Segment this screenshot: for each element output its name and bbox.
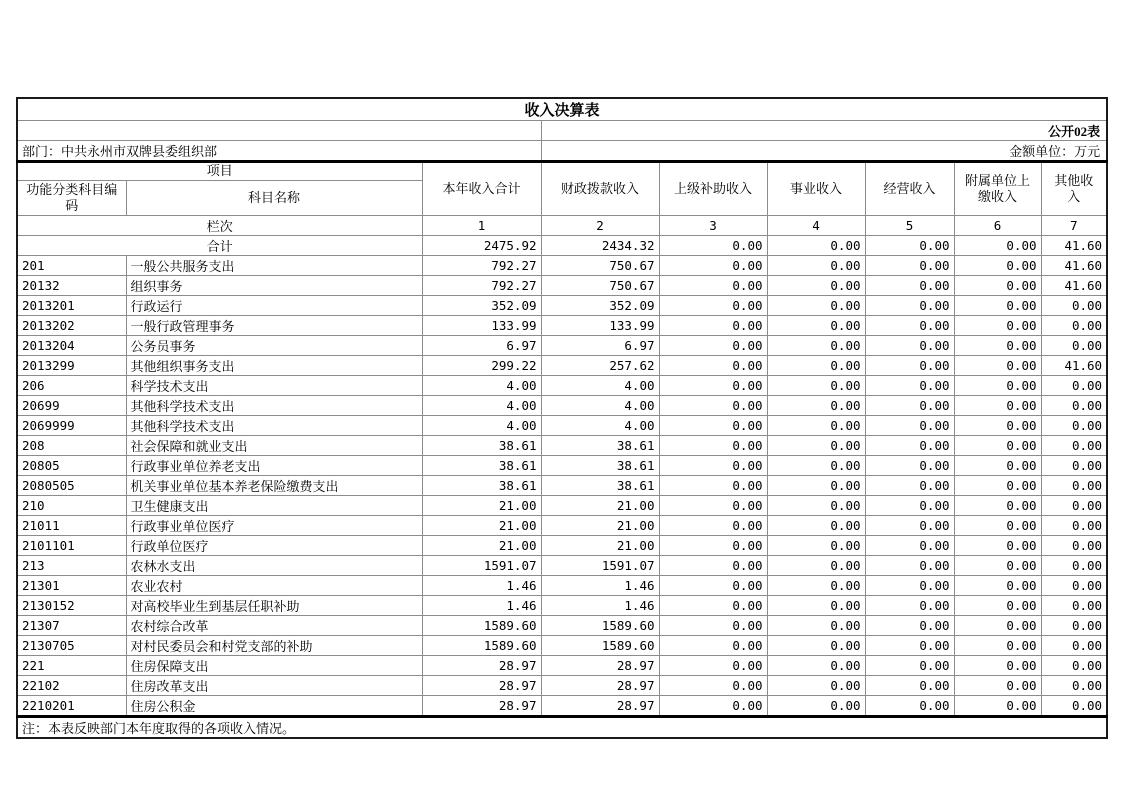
header-row-group (17, 162, 1107, 181)
row-value: 41.60 (1041, 356, 1107, 376)
title-row (17, 98, 1107, 121)
row-value: 1591.07 (541, 556, 659, 576)
row-function-code: 21011 (17, 516, 126, 536)
unit-label: 金额单位：万元 (541, 141, 1107, 162)
row-value: 0.00 (954, 416, 1041, 436)
income-statement-table (16, 97, 1108, 739)
row-function-code: 2013202 (17, 316, 126, 336)
row-value: 0.00 (1041, 456, 1107, 476)
row-value: 0.00 (659, 536, 767, 556)
row-value: 38.61 (541, 456, 659, 476)
table-row (17, 416, 1107, 436)
row-value: 0.00 (659, 496, 767, 516)
row-value: 0.00 (659, 356, 767, 376)
row-value: 257.62 (541, 356, 659, 376)
col-header-total-income: 本年收入合计 (422, 162, 541, 216)
row-subject-name: 对村民委员会和村党支部的补助 (126, 636, 422, 656)
row-value: 38.61 (422, 456, 541, 476)
row-value: 0.00 (659, 616, 767, 636)
lanci-label: 栏次 (17, 216, 422, 236)
row-subject-name: 住房改革支出 (126, 676, 422, 696)
row-value: 1.46 (541, 596, 659, 616)
row-value: 0.00 (767, 496, 865, 516)
table-row (17, 276, 1107, 296)
row-subject-name: 公务员事务 (126, 336, 422, 356)
row-value: 352.09 (422, 296, 541, 316)
row-value: 0.00 (954, 496, 1041, 516)
row-value: 0.00 (865, 356, 954, 376)
row-value: 0.00 (767, 616, 865, 636)
col-header-function-code: 功能分类科目编码 (17, 181, 126, 216)
row-value: 28.97 (422, 696, 541, 717)
row-value: 0.00 (865, 676, 954, 696)
row-value: 0.00 (954, 356, 1041, 376)
row-value: 41.60 (1041, 256, 1107, 276)
row-function-code: 210 (17, 496, 126, 516)
row-value: 0.00 (865, 576, 954, 596)
row-value: 1589.60 (422, 636, 541, 656)
col-header-subordinate-remit: 附属单位上缴收入 (954, 162, 1041, 216)
row-value: 0.00 (865, 496, 954, 516)
row-value: 0.00 (1041, 496, 1107, 516)
total-value: 2475.92 (422, 236, 541, 256)
row-subject-name: 一般公共服务支出 (126, 256, 422, 276)
lanci-number: 1 (422, 216, 541, 236)
row-value: 0.00 (1041, 476, 1107, 496)
row-value: 0.00 (659, 396, 767, 416)
row-value: 0.00 (1041, 436, 1107, 456)
total-value: 0.00 (865, 236, 954, 256)
table-row (17, 336, 1107, 356)
row-value: 0.00 (1041, 416, 1107, 436)
table-row (17, 356, 1107, 376)
row-value: 1589.60 (541, 636, 659, 656)
row-value: 0.00 (865, 556, 954, 576)
row-value: 0.00 (659, 556, 767, 576)
row-subject-name: 组织事务 (126, 276, 422, 296)
row-value: 133.99 (541, 316, 659, 336)
row-value: 0.00 (1041, 676, 1107, 696)
row-value: 21.00 (541, 516, 659, 536)
row-value: 0.00 (767, 336, 865, 356)
row-value: 0.00 (767, 276, 865, 296)
row-value: 0.00 (865, 596, 954, 616)
row-value: 28.97 (541, 656, 659, 676)
row-value: 0.00 (659, 416, 767, 436)
row-value: 0.00 (1041, 296, 1107, 316)
row-function-code: 20805 (17, 456, 126, 476)
col-header-other-income: 其他收入 (1041, 162, 1107, 216)
row-value: 0.00 (767, 436, 865, 456)
row-value: 0.00 (1041, 316, 1107, 336)
row-value: 0.00 (865, 516, 954, 536)
total-value: 0.00 (767, 236, 865, 256)
table-row (17, 656, 1107, 676)
row-value: 4.00 (541, 396, 659, 416)
column-index-row (17, 216, 1107, 236)
row-value: 1589.60 (422, 616, 541, 636)
table-note: 注：本表反映部门本年度取得的各项收入情况。 (17, 717, 1107, 739)
row-value: 6.97 (422, 336, 541, 356)
row-value: 0.00 (767, 396, 865, 416)
row-value: 0.00 (659, 516, 767, 536)
row-value: 0.00 (954, 596, 1041, 616)
table-row (17, 636, 1107, 656)
row-value: 352.09 (541, 296, 659, 316)
table-row (17, 516, 1107, 536)
row-value: 0.00 (865, 256, 954, 276)
row-value: 0.00 (954, 396, 1041, 416)
table-code-label: 公开02表 (541, 121, 1107, 141)
row-value: 38.61 (541, 436, 659, 456)
row-value: 0.00 (865, 276, 954, 296)
col-header-fiscal-appropriation: 财政拨款收入 (541, 162, 659, 216)
row-value: 38.61 (422, 476, 541, 496)
row-value: 0.00 (659, 296, 767, 316)
row-function-code: 2080505 (17, 476, 126, 496)
col-header-operating-income: 经营收入 (865, 162, 954, 216)
row-value: 750.67 (541, 256, 659, 276)
table-row (17, 436, 1107, 456)
row-value: 21.00 (541, 536, 659, 556)
table-row (17, 576, 1107, 596)
row-function-code: 2130705 (17, 636, 126, 656)
row-value: 38.61 (422, 436, 541, 456)
row-value: 6.97 (541, 336, 659, 356)
row-value: 21.00 (541, 496, 659, 516)
meta-row-department (17, 141, 1107, 162)
row-value: 0.00 (767, 416, 865, 436)
row-function-code: 20699 (17, 396, 126, 416)
total-value: 0.00 (954, 236, 1041, 256)
row-value: 0.00 (767, 516, 865, 536)
row-value: 0.00 (865, 476, 954, 496)
row-value: 0.00 (767, 676, 865, 696)
row-subject-name: 其他科学技术支出 (126, 416, 422, 436)
row-value: 21.00 (422, 516, 541, 536)
row-value: 0.00 (767, 556, 865, 576)
row-function-code: 20132 (17, 276, 126, 296)
row-value: 4.00 (422, 416, 541, 436)
row-value: 0.00 (1041, 396, 1107, 416)
row-value: 750.67 (541, 276, 659, 296)
row-value: 4.00 (541, 376, 659, 396)
row-value: 0.00 (659, 636, 767, 656)
table-row (17, 296, 1107, 316)
total-value: 2434.32 (541, 236, 659, 256)
row-value: 0.00 (1041, 576, 1107, 596)
row-function-code: 206 (17, 376, 126, 396)
col-header-superior-subsidy: 上级补助收入 (659, 162, 767, 216)
col-header-project-group: 项目 (17, 162, 422, 181)
row-value: 0.00 (767, 656, 865, 676)
row-subject-name: 农林水支出 (126, 556, 422, 576)
row-value: 792.27 (422, 256, 541, 276)
row-value: 0.00 (1041, 536, 1107, 556)
row-function-code: 2013204 (17, 336, 126, 356)
lanci-number: 4 (767, 216, 865, 236)
row-subject-name: 行政单位医疗 (126, 536, 422, 556)
row-function-code: 21301 (17, 576, 126, 596)
row-value: 4.00 (422, 396, 541, 416)
row-subject-name: 其他组织事务支出 (126, 356, 422, 376)
row-value: 0.00 (767, 476, 865, 496)
row-value: 0.00 (865, 656, 954, 676)
row-function-code: 2130152 (17, 596, 126, 616)
row-value: 299.22 (422, 356, 541, 376)
row-value: 28.97 (422, 676, 541, 696)
row-value: 0.00 (659, 456, 767, 476)
table-row (17, 556, 1107, 576)
row-value: 0.00 (954, 436, 1041, 456)
row-value: 0.00 (954, 316, 1041, 336)
row-value: 0.00 (954, 476, 1041, 496)
row-value: 0.00 (954, 556, 1041, 576)
row-function-code: 208 (17, 436, 126, 456)
row-value: 0.00 (865, 536, 954, 556)
table-row (17, 696, 1107, 717)
lanci-number: 5 (865, 216, 954, 236)
row-subject-name: 卫生健康支出 (126, 496, 422, 516)
row-value: 0.00 (659, 656, 767, 676)
row-function-code: 2013299 (17, 356, 126, 376)
row-value: 0.00 (1041, 596, 1107, 616)
row-value: 0.00 (954, 616, 1041, 636)
row-value: 0.00 (659, 376, 767, 396)
table-row (17, 376, 1107, 396)
row-value: 0.00 (954, 256, 1041, 276)
row-value: 0.00 (954, 656, 1041, 676)
meta-row-table-code (17, 121, 1107, 141)
row-value: 0.00 (659, 696, 767, 717)
row-value: 133.99 (422, 316, 541, 336)
row-value: 0.00 (1041, 656, 1107, 676)
row-value: 0.00 (659, 676, 767, 696)
table-row (17, 316, 1107, 336)
meta-empty-cell (17, 121, 541, 141)
department-label: 部门：中共永州市双牌县委组织部 (17, 141, 541, 162)
row-function-code: 2101101 (17, 536, 126, 556)
row-value: 0.00 (865, 616, 954, 636)
row-value: 0.00 (659, 576, 767, 596)
row-value: 0.00 (659, 476, 767, 496)
row-value: 0.00 (659, 316, 767, 336)
row-subject-name: 对高校毕业生到基层任职补助 (126, 596, 422, 616)
table-row (17, 536, 1107, 556)
table-row (17, 456, 1107, 476)
lanci-number: 7 (1041, 216, 1107, 236)
row-value: 0.00 (865, 336, 954, 356)
row-subject-name: 行政事业单位医疗 (126, 516, 422, 536)
row-function-code: 2069999 (17, 416, 126, 436)
row-value: 1591.07 (422, 556, 541, 576)
row-value: 0.00 (865, 436, 954, 456)
row-value: 1.46 (422, 576, 541, 596)
row-value: 0.00 (954, 336, 1041, 356)
row-value: 0.00 (865, 396, 954, 416)
total-row (17, 236, 1107, 256)
row-value: 0.00 (1041, 616, 1107, 636)
row-value: 0.00 (659, 276, 767, 296)
row-value: 1.46 (422, 596, 541, 616)
row-function-code: 2013201 (17, 296, 126, 316)
row-value: 0.00 (954, 636, 1041, 656)
row-value: 0.00 (865, 296, 954, 316)
lanci-number: 3 (659, 216, 767, 236)
row-value: 21.00 (422, 536, 541, 556)
table-row (17, 256, 1107, 276)
table-row (17, 596, 1107, 616)
row-subject-name: 一般行政管理事务 (126, 316, 422, 336)
row-subject-name: 住房公积金 (126, 696, 422, 717)
row-value: 0.00 (767, 356, 865, 376)
row-value: 0.00 (865, 636, 954, 656)
table-row (17, 676, 1107, 696)
row-value: 41.60 (1041, 276, 1107, 296)
row-value: 0.00 (767, 536, 865, 556)
row-value: 0.00 (767, 636, 865, 656)
row-function-code: 22102 (17, 676, 126, 696)
row-value: 0.00 (954, 296, 1041, 316)
row-value: 0.00 (865, 456, 954, 476)
row-subject-name: 住房保障支出 (126, 656, 422, 676)
row-value: 0.00 (954, 516, 1041, 536)
row-value: 0.00 (1041, 636, 1107, 656)
row-value: 38.61 (541, 476, 659, 496)
row-subject-name: 农业农村 (126, 576, 422, 596)
total-label: 合计 (17, 236, 422, 256)
note-row (17, 717, 1107, 739)
total-value: 0.00 (659, 236, 767, 256)
row-subject-name: 科学技术支出 (126, 376, 422, 396)
row-value: 4.00 (541, 416, 659, 436)
table-row (17, 396, 1107, 416)
page-title: 收入决算表 (17, 98, 1107, 121)
row-value: 0.00 (767, 456, 865, 476)
col-header-subject-name: 科目名称 (126, 181, 422, 216)
row-value: 0.00 (767, 256, 865, 276)
row-value: 28.97 (422, 656, 541, 676)
table-row (17, 496, 1107, 516)
row-value: 4.00 (422, 376, 541, 396)
row-value: 0.00 (1041, 376, 1107, 396)
row-subject-name: 社会保障和就业支出 (126, 436, 422, 456)
row-function-code: 2210201 (17, 696, 126, 717)
row-value: 0.00 (865, 316, 954, 336)
row-value: 0.00 (1041, 696, 1107, 717)
row-subject-name: 机关事业单位基本养老保险缴费支出 (126, 476, 422, 496)
row-value: 792.27 (422, 276, 541, 296)
row-value: 28.97 (541, 676, 659, 696)
row-value: 0.00 (865, 416, 954, 436)
row-value: 0.00 (767, 376, 865, 396)
row-function-code: 201 (17, 256, 126, 276)
row-value: 0.00 (954, 276, 1041, 296)
row-value: 0.00 (1041, 556, 1107, 576)
row-subject-name: 其他科学技术支出 (126, 396, 422, 416)
row-value: 0.00 (954, 696, 1041, 717)
row-value: 0.00 (1041, 336, 1107, 356)
row-function-code: 21307 (17, 616, 126, 636)
row-value: 0.00 (865, 696, 954, 717)
row-value: 0.00 (659, 436, 767, 456)
row-subject-name: 行政事业单位养老支出 (126, 456, 422, 476)
table-row (17, 616, 1107, 636)
row-value: 1589.60 (541, 616, 659, 636)
row-function-code: 213 (17, 556, 126, 576)
row-value: 0.00 (767, 596, 865, 616)
table-row (17, 476, 1107, 496)
row-value: 0.00 (767, 696, 865, 717)
total-value: 41.60 (1041, 236, 1107, 256)
row-value: 0.00 (767, 296, 865, 316)
row-value: 21.00 (422, 496, 541, 516)
row-value: 0.00 (659, 596, 767, 616)
data-rows-body (17, 256, 1107, 717)
row-value: 1.46 (541, 576, 659, 596)
row-value: 0.00 (659, 256, 767, 276)
row-value: 0.00 (659, 336, 767, 356)
row-value: 0.00 (954, 376, 1041, 396)
lanci-number: 6 (954, 216, 1041, 236)
row-value: 0.00 (954, 676, 1041, 696)
row-value: 0.00 (954, 536, 1041, 556)
row-value: 0.00 (954, 576, 1041, 596)
row-subject-name: 农村综合改革 (126, 616, 422, 636)
col-header-business-income: 事业收入 (767, 162, 865, 216)
row-value: 0.00 (1041, 516, 1107, 536)
row-value: 0.00 (865, 376, 954, 396)
row-value: 0.00 (767, 316, 865, 336)
row-function-code: 221 (17, 656, 126, 676)
row-value: 28.97 (541, 696, 659, 717)
row-value: 0.00 (767, 576, 865, 596)
row-value: 0.00 (954, 456, 1041, 476)
lanci-number: 2 (541, 216, 659, 236)
row-subject-name: 行政运行 (126, 296, 422, 316)
